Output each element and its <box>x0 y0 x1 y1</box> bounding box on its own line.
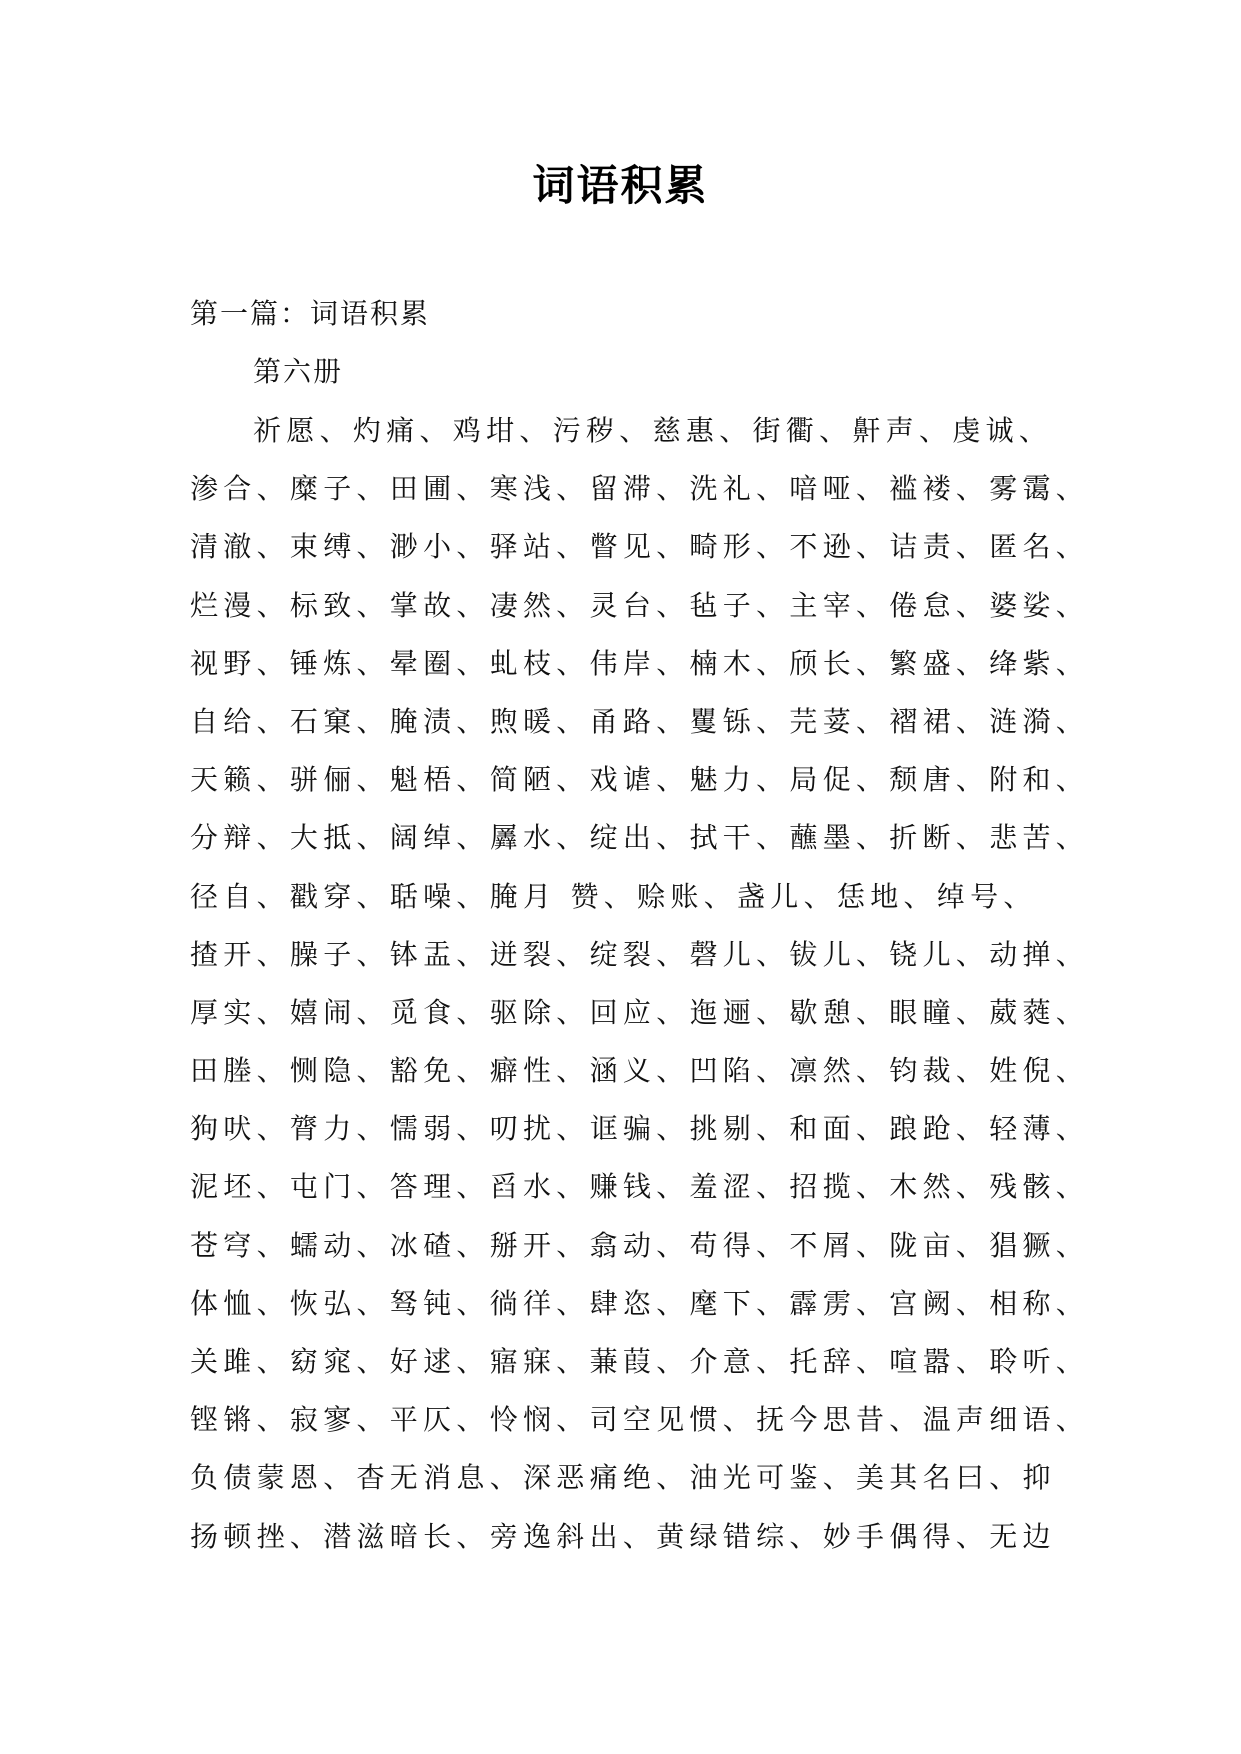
vocabulary-line: 烂漫、标致、掌故、凄然、灵台、毡子、主宰、倦怠、婆娑、 <box>190 588 1090 622</box>
vocabulary-line: 渗合、糜子、田圃、寒浅、留滞、洗礼、喑哑、褴褛、雾霭、 <box>190 472 1090 506</box>
vocabulary-line: 视野、锤炼、晕圈、虬枝、伟岸、楠木、颀长、繁盛、绛紫、 <box>190 646 1090 680</box>
book-heading: 第六册 <box>253 355 344 388</box>
vocabulary-line: 铿锵、寂寥、平仄、怜悯、司空见惯、抚今思昔、温声细语、 <box>190 1403 1090 1437</box>
vocabulary-line: 清澈、束缚、渺小、驿站、瞥见、畸形、不逊、诘责、匿名、 <box>190 530 1090 564</box>
vocabulary-line: 祈愿、灼痛、鸡坩、污秽、慈惠、街衢、鼾声、虔诚、 <box>253 414 1053 447</box>
vocabulary-line: 径自、戳穿、聒噪、腌月 赞、赊账、盏儿、恁地、绰号、 <box>190 879 1037 913</box>
vocabulary-line: 田塍、恻隐、豁免、癖性、涵义、凹陷、凛然、钧裁、姓倪、 <box>190 1054 1090 1088</box>
vocabulary-line: 体恤、恢弘、驽钝、徜徉、肆恣、麾下、霹雳、宫阙、相称、 <box>190 1286 1090 1320</box>
vocabulary-line: 自给、石窠、腌渍、煦暖、甬路、矍铄、芫荽、褶裙、涟漪、 <box>190 704 1090 738</box>
vocabulary-line: 泥坯、屯门、答理、舀水、赚钱、羞涩、招揽、木然、残骸、 <box>190 1170 1090 1204</box>
vocabulary-line: 分辩、大抵、阔绰、羼水、绽出、拭干、蘸墨、折断、悲苦、 <box>190 821 1090 855</box>
vocabulary-line: 苍穹、蠕动、冰碴、掰开、翕动、苟得、不屑、陇亩、猖獗、 <box>190 1228 1090 1262</box>
vocabulary-line: 负债蒙恩、杳无消息、深恶痛绝、油光可鉴、美其名曰、抑 <box>190 1461 1056 1495</box>
vocabulary-line: 揸开、臊子、钵盂、迸裂、绽裂、磬儿、钹儿、铙儿、动掸、 <box>190 937 1090 971</box>
vocabulary-line: 厚实、嬉闹、觅食、驱除、回应、迤逦、歇憩、眼瞳、葳蕤、 <box>190 995 1090 1029</box>
section-heading: 第一篇：词语积累 <box>190 297 431 330</box>
vocabulary-line: 天籁、骈俪、魁梧、简陋、戏谑、魅力、局促、颓唐、附和、 <box>190 763 1090 797</box>
vocabulary-list <box>190 411 1090 1575</box>
vocabulary-line: 狗吠、膂力、懦弱、叨扰、诓骗、挑剔、和面、踉跄、轻薄、 <box>190 1112 1090 1146</box>
vocabulary-line: 关雎、窈窕、好逑、寤寐、蒹葭、介意、托辞、喧嚣、聆听、 <box>190 1345 1090 1378</box>
document-title: 词语积累 <box>532 161 709 210</box>
vocabulary-line: 扬顿挫、潜滋暗长、旁逸斜出、黄绿错综、妙手偶得、无边 <box>190 1519 1056 1553</box>
